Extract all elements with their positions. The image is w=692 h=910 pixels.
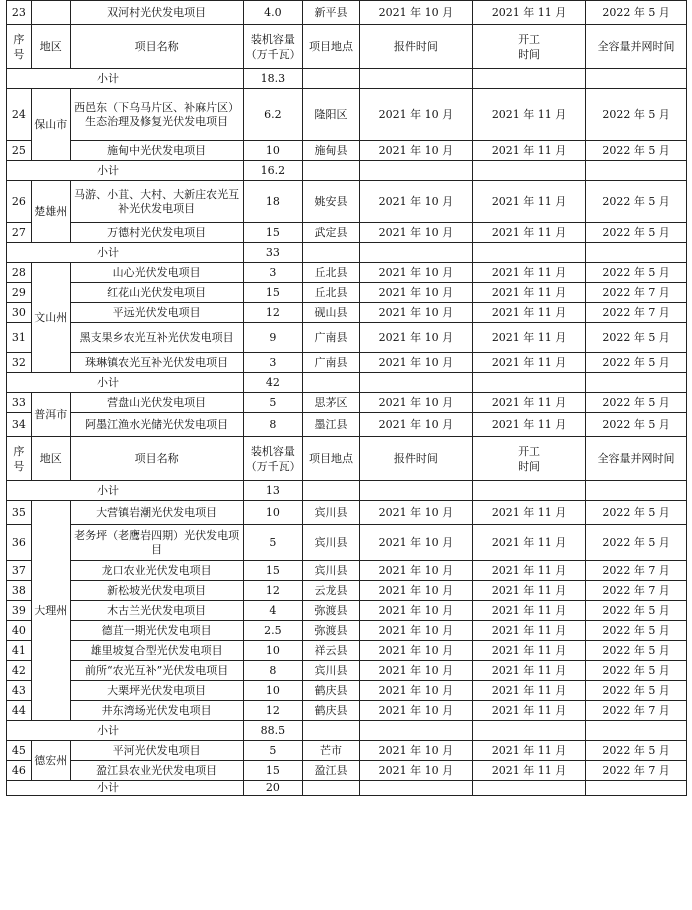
empty-cell [359, 243, 472, 263]
row-seq: 36 [7, 525, 32, 561]
row-seq: 40 [7, 621, 32, 641]
row-location: 鹤庆县 [303, 681, 360, 701]
row-seq: 37 [7, 561, 32, 581]
row-capacity: 15 [243, 223, 303, 243]
subtotal-capacity: 13 [243, 481, 303, 501]
header-seq: 序号 [7, 437, 32, 481]
row-report-time: 2021 年 10 月 [359, 525, 472, 561]
row-grid-time: 2022 年 5 月 [586, 393, 687, 413]
row-start-time: 2021 年 11 月 [472, 601, 585, 621]
empty-cell [586, 721, 687, 741]
row-report-time: 2021 年 10 月 [359, 661, 472, 681]
row-capacity: 12 [243, 303, 303, 323]
table-row [7, 761, 687, 781]
row-start-time: 2021 年 11 月 [472, 283, 585, 303]
table-body [7, 1, 687, 796]
header-grid: 全容量并网时间 [586, 25, 687, 69]
row-region: 文山州 [31, 263, 70, 373]
row-project-name: 红花山光伏发电项目 [70, 283, 243, 303]
empty-cell [586, 481, 687, 501]
row-project-name: 井东湾场光伏发电项目 [70, 701, 243, 721]
row-location: 广南县 [303, 323, 360, 353]
row-location: 思茅区 [303, 393, 360, 413]
row-location: 隆阳区 [303, 89, 360, 141]
subtotal-row [7, 481, 687, 501]
row-seq: 44 [7, 701, 32, 721]
table-row [7, 641, 687, 661]
table-row [7, 223, 687, 243]
row-report-time: 2021 年 10 月 [359, 353, 472, 373]
row-region: 大理州 [31, 501, 70, 721]
header-name: 项目名称 [70, 25, 243, 69]
row-capacity: 10 [243, 681, 303, 701]
row-report-time: 2021 年 10 月 [359, 141, 472, 161]
subtotal-row [7, 373, 687, 393]
header-report: 报件时间 [359, 25, 472, 69]
table-header-row [7, 25, 687, 69]
empty-cell [359, 721, 472, 741]
row-report-time: 2021 年 10 月 [359, 641, 472, 661]
row-capacity: 10 [243, 501, 303, 525]
header-name: 项目名称 [70, 437, 243, 481]
table-row [7, 181, 687, 223]
row-seq: 45 [7, 741, 32, 761]
row-start-time: 2021 年 11 月 [472, 141, 585, 161]
row-report-time: 2021 年 10 月 [359, 283, 472, 303]
row-grid-time: 2022 年 5 月 [586, 413, 687, 437]
row-start-time: 2021 年 11 月 [472, 353, 585, 373]
row-region: 普洱市 [31, 393, 70, 437]
subtotal-capacity: 33 [243, 243, 303, 263]
row-project-name: 山心光伏发电项目 [70, 263, 243, 283]
row-capacity: 6.2 [243, 89, 303, 141]
row-start-time: 2021 年 11 月 [472, 89, 585, 141]
row-capacity: 15 [243, 761, 303, 781]
empty-cell [586, 781, 687, 796]
empty-cell [586, 161, 687, 181]
table-row [7, 701, 687, 721]
empty-cell [359, 481, 472, 501]
row-grid-time: 2022 年 5 月 [586, 323, 687, 353]
row-location: 砚山县 [303, 303, 360, 323]
row-project-name: 马游、小苴、大村、大新庄农光互补光伏发电项目 [70, 181, 243, 223]
row-capacity: 12 [243, 701, 303, 721]
empty-cell [472, 781, 585, 796]
row-location: 姚安县 [303, 181, 360, 223]
subtotal-label: 小计 [7, 481, 244, 501]
table-row [7, 303, 687, 323]
empty-cell [472, 373, 585, 393]
subtotal-row [7, 161, 687, 181]
header-seq: 序号 [7, 25, 32, 69]
row-report-time: 2021 年 10 月 [359, 581, 472, 601]
subtotal-capacity: 88.5 [243, 721, 303, 741]
row-seq: 30 [7, 303, 32, 323]
subtotal-capacity: 18.3 [243, 69, 303, 89]
header-region: 地区 [31, 25, 70, 69]
header-start [472, 25, 585, 69]
empty-cell [303, 373, 360, 393]
row-start-time: 2021 年 11 月 [472, 621, 585, 641]
row-capacity: 3 [243, 353, 303, 373]
table-row [7, 263, 687, 283]
row-grid-time: 2022 年 7 月 [586, 561, 687, 581]
row-project-name: 施甸中光伏发电项目 [70, 141, 243, 161]
row-location: 施甸县 [303, 141, 360, 161]
row-start-time: 2021 年 11 月 [472, 581, 585, 601]
row-capacity: 15 [243, 283, 303, 303]
row-project-name: 阿墨江渔水光储光伏发电项目 [70, 413, 243, 437]
subtotal-label: 小计 [7, 781, 244, 796]
subtotal-label: 小计 [7, 161, 244, 181]
row-seq: 33 [7, 393, 32, 413]
subtotal-label: 小计 [7, 69, 244, 89]
row-start-time: 2021 年 11 月 [472, 641, 585, 661]
row-location: 盈江县 [303, 761, 360, 781]
row-capacity: 8 [243, 413, 303, 437]
row-seq: 38 [7, 581, 32, 601]
empty-cell [359, 69, 472, 89]
row-report-time: 2021 年 10 月 [359, 393, 472, 413]
header-region: 地区 [31, 437, 70, 481]
subtotal-capacity: 20 [243, 781, 303, 796]
row-grid-time: 2022 年 5 月 [586, 501, 687, 525]
row-location: 弥渡县 [303, 601, 360, 621]
empty-cell [472, 161, 585, 181]
row-location: 弥渡县 [303, 621, 360, 641]
row-report-time: 2021 年 10 月 [359, 181, 472, 223]
row-seq: 32 [7, 353, 32, 373]
row-location: 墨江县 [303, 413, 360, 437]
empty-cell [303, 69, 360, 89]
row-location: 鹤庆县 [303, 701, 360, 721]
row-grid-time: 2022 年 5 月 [586, 661, 687, 681]
table-row [7, 393, 687, 413]
row-seq: 35 [7, 501, 32, 525]
row-location: 宾川县 [303, 561, 360, 581]
row-grid-time: 2022 年 5 月 [586, 181, 687, 223]
table-row [7, 741, 687, 761]
row-region [31, 1, 70, 25]
header-report: 报件时间 [359, 437, 472, 481]
project-table [6, 0, 687, 796]
row-report-time: 2021 年 10 月 [359, 761, 472, 781]
subtotal-label: 小计 [7, 373, 244, 393]
empty-cell [359, 781, 472, 796]
table-header-row [7, 437, 687, 481]
table-row [7, 141, 687, 161]
row-report-time: 2021 年 10 月 [359, 741, 472, 761]
header-location: 项目地点 [303, 25, 360, 69]
subtotal-capacity: 16.2 [243, 161, 303, 181]
row-capacity: 18 [243, 181, 303, 223]
row-grid-time: 2022 年 5 月 [586, 223, 687, 243]
row-start-time: 2021 年 11 月 [472, 681, 585, 701]
row-grid-time: 2022 年 5 月 [586, 621, 687, 641]
row-grid-time: 2022 年 5 月 [586, 741, 687, 761]
row-project-name: 木古兰光伏发电项目 [70, 601, 243, 621]
header-capacity: 装机容量（万千瓦） [243, 25, 303, 69]
row-location: 宾川县 [303, 525, 360, 561]
row-start-time: 2021 年 11 月 [472, 1, 585, 25]
row-seq: 34 [7, 413, 32, 437]
table-row [7, 1, 687, 25]
row-seq: 41 [7, 641, 32, 661]
row-seq: 29 [7, 283, 32, 303]
empty-cell [303, 781, 360, 796]
empty-cell [472, 243, 585, 263]
row-start-time: 2021 年 11 月 [472, 561, 585, 581]
row-start-time: 2021 年 11 月 [472, 223, 585, 243]
table-row [7, 661, 687, 681]
row-start-time: 2021 年 11 月 [472, 525, 585, 561]
table-row [7, 353, 687, 373]
row-project-name: 西邑东（下乌马片区、补麻片区）生态治理及修复光伏发电项目 [70, 89, 243, 141]
header-start [472, 437, 585, 481]
row-capacity: 12 [243, 581, 303, 601]
row-capacity: 10 [243, 141, 303, 161]
row-grid-time: 2022 年 5 月 [586, 141, 687, 161]
row-location: 宾川县 [303, 501, 360, 525]
empty-cell [586, 373, 687, 393]
subtotal-row [7, 781, 687, 796]
row-report-time: 2021 年 10 月 [359, 223, 472, 243]
row-report-time: 2021 年 10 月 [359, 621, 472, 641]
row-project-name: 大栗坪光伏发电项目 [70, 681, 243, 701]
header-start-label: 开工 [518, 444, 541, 458]
row-seq: 43 [7, 681, 32, 701]
header-capacity: 装机容量（万千瓦） [243, 437, 303, 481]
row-location: 武定县 [303, 223, 360, 243]
row-start-time: 2021 年 11 月 [472, 323, 585, 353]
row-capacity: 5 [243, 741, 303, 761]
table-row [7, 501, 687, 525]
row-seq: 28 [7, 263, 32, 283]
row-location: 广南县 [303, 353, 360, 373]
table-row [7, 413, 687, 437]
row-grid-time: 2022 年 5 月 [586, 601, 687, 621]
row-report-time: 2021 年 10 月 [359, 303, 472, 323]
row-grid-time: 2022 年 5 月 [586, 263, 687, 283]
row-start-time: 2021 年 11 月 [472, 501, 585, 525]
row-capacity: 8 [243, 661, 303, 681]
table-row [7, 681, 687, 701]
row-project-name: 老务坪（老鹰岩四期）光伏发电项目 [70, 525, 243, 561]
row-seq: 39 [7, 601, 32, 621]
row-start-time: 2021 年 11 月 [472, 413, 585, 437]
row-seq: 24 [7, 89, 32, 141]
row-location: 祥云县 [303, 641, 360, 661]
row-project-name: 新松坡光伏发电项目 [70, 581, 243, 601]
row-start-time: 2021 年 11 月 [472, 181, 585, 223]
subtotal-row [7, 721, 687, 741]
row-seq: 26 [7, 181, 32, 223]
header-start-label: 开工 [518, 32, 541, 46]
row-capacity: 10 [243, 641, 303, 661]
row-report-time: 2021 年 10 月 [359, 1, 472, 25]
header-grid: 全容量并网时间 [586, 437, 687, 481]
row-grid-time: 2022 年 5 月 [586, 353, 687, 373]
row-grid-time: 2022 年 7 月 [586, 701, 687, 721]
row-capacity: 4.0 [243, 1, 303, 25]
empty-cell [303, 161, 360, 181]
row-report-time: 2021 年 10 月 [359, 681, 472, 701]
empty-cell [472, 69, 585, 89]
row-location: 云龙县 [303, 581, 360, 601]
subtotal-label: 小计 [7, 721, 244, 741]
subtotal-row [7, 69, 687, 89]
row-seq: 27 [7, 223, 32, 243]
table-row [7, 561, 687, 581]
subtotal-capacity: 42 [243, 373, 303, 393]
row-start-time: 2021 年 11 月 [472, 701, 585, 721]
empty-cell [586, 243, 687, 263]
table-row [7, 621, 687, 641]
row-grid-time: 2022 年 5 月 [586, 89, 687, 141]
row-start-time: 2021 年 11 月 [472, 661, 585, 681]
table-row [7, 525, 687, 561]
row-location: 丘北县 [303, 263, 360, 283]
row-project-name: 双河村光伏发电项目 [70, 1, 243, 25]
row-capacity: 2.5 [243, 621, 303, 641]
row-grid-time: 2022 年 7 月 [586, 303, 687, 323]
row-capacity: 5 [243, 525, 303, 561]
row-region: 保山市 [31, 89, 70, 161]
empty-cell [303, 481, 360, 501]
row-project-name: 平远光伏发电项目 [70, 303, 243, 323]
header-start-sublabel: 时间 [518, 47, 541, 61]
row-report-time: 2021 年 10 月 [359, 561, 472, 581]
row-project-name: 营盘山光伏发电项目 [70, 393, 243, 413]
row-seq: 23 [7, 1, 32, 25]
row-project-name: 德苴一期光伏发电项目 [70, 621, 243, 641]
row-seq: 42 [7, 661, 32, 681]
row-project-name: 盈江县农业光伏发电项目 [70, 761, 243, 781]
row-start-time: 2021 年 11 月 [472, 761, 585, 781]
row-project-name: 珠琳镇农光互补光伏发电项目 [70, 353, 243, 373]
row-grid-time: 2022 年 5 月 [586, 1, 687, 25]
row-region: 楚雄州 [31, 181, 70, 243]
empty-cell [586, 69, 687, 89]
row-start-time: 2021 年 11 月 [472, 303, 585, 323]
row-seq: 25 [7, 141, 32, 161]
table-row [7, 601, 687, 621]
row-report-time: 2021 年 10 月 [359, 89, 472, 141]
row-seq: 46 [7, 761, 32, 781]
table-row [7, 89, 687, 141]
header-start-sublabel: 时间 [518, 459, 541, 473]
row-report-time: 2021 年 10 月 [359, 263, 472, 283]
subtotal-row [7, 243, 687, 263]
row-project-name: 前所“农光互补”光伏发电项目 [70, 661, 243, 681]
table-row [7, 323, 687, 353]
row-project-name: 大营镇岩潮光伏发电项目 [70, 501, 243, 525]
row-report-time: 2021 年 10 月 [359, 501, 472, 525]
row-grid-time: 2022 年 7 月 [586, 283, 687, 303]
row-capacity: 4 [243, 601, 303, 621]
row-grid-time: 2022 年 5 月 [586, 681, 687, 701]
row-location: 芒市 [303, 741, 360, 761]
row-location: 新平县 [303, 1, 360, 25]
row-start-time: 2021 年 11 月 [472, 741, 585, 761]
row-report-time: 2021 年 10 月 [359, 323, 472, 353]
row-grid-time: 2022 年 7 月 [586, 761, 687, 781]
row-location: 丘北县 [303, 283, 360, 303]
row-report-time: 2021 年 10 月 [359, 413, 472, 437]
row-project-name: 雄里坡复合型光伏发电项目 [70, 641, 243, 661]
row-project-name: 万德村光伏发电项目 [70, 223, 243, 243]
empty-cell [359, 161, 472, 181]
row-grid-time: 2022 年 5 月 [586, 525, 687, 561]
row-capacity: 3 [243, 263, 303, 283]
row-capacity: 9 [243, 323, 303, 353]
row-grid-time: 2022 年 7 月 [586, 581, 687, 601]
row-region: 德宏州 [31, 741, 70, 781]
header-location: 项目地点 [303, 437, 360, 481]
table-row [7, 581, 687, 601]
row-project-name: 龙口农业光伏发电项目 [70, 561, 243, 581]
row-start-time: 2021 年 11 月 [472, 263, 585, 283]
row-seq: 31 [7, 323, 32, 353]
table-row [7, 283, 687, 303]
row-project-name: 平河光伏发电项目 [70, 741, 243, 761]
empty-cell [472, 721, 585, 741]
row-report-time: 2021 年 10 月 [359, 601, 472, 621]
subtotal-label: 小计 [7, 243, 244, 263]
row-project-name: 黑支果乡农光互补光伏发电项目 [70, 323, 243, 353]
empty-cell [359, 373, 472, 393]
empty-cell [472, 481, 585, 501]
row-capacity: 5 [243, 393, 303, 413]
row-capacity: 15 [243, 561, 303, 581]
row-grid-time: 2022 年 5 月 [586, 641, 687, 661]
row-start-time: 2021 年 11 月 [472, 393, 585, 413]
row-report-time: 2021 年 10 月 [359, 701, 472, 721]
empty-cell [303, 721, 360, 741]
empty-cell [303, 243, 360, 263]
row-location: 宾川县 [303, 661, 360, 681]
